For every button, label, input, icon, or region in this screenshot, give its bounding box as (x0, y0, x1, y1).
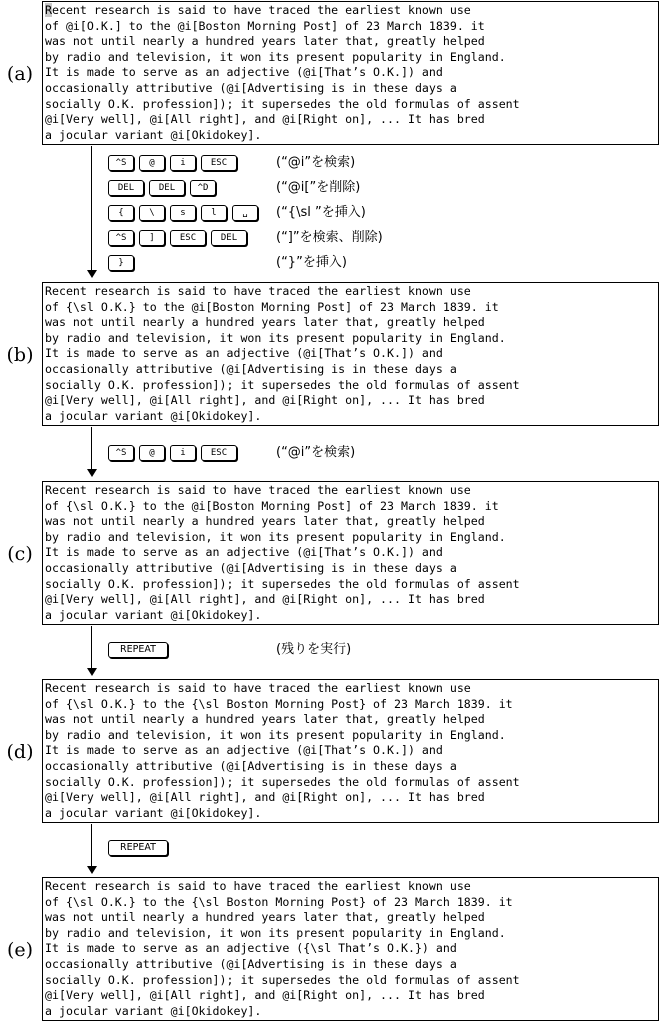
key-right-brace[interactable]: } (108, 255, 134, 271)
key-del[interactable]: DEL (108, 180, 144, 196)
key-sequence-search-at-i (108, 154, 237, 172)
key-ctrl-s[interactable]: ^S (108, 230, 134, 246)
key-del[interactable]: DEL (211, 230, 247, 246)
text-line: a jocular variant @i[Okidokey]. (45, 408, 262, 423)
key-del[interactable]: DEL (149, 180, 185, 196)
key-l[interactable]: l (201, 205, 227, 221)
text-line: socially O.K. profession]); it supersedes the old formulas of assent (45, 972, 520, 987)
key-right-bracket[interactable]: ] (139, 230, 165, 246)
key-sequence-delete (108, 179, 216, 197)
panel-label-d: (d) (6, 741, 34, 763)
text-line: by radio and television, it won its present popularity in England. (45, 49, 506, 64)
text-panel-e (42, 877, 659, 1021)
key-i[interactable]: i (170, 155, 196, 171)
text-line: occasionally attributive (@i[Advertising is in these days a (45, 361, 457, 376)
text-line: socially O.K. profession]); it supersedes the old formulas of assent (45, 576, 520, 591)
key-esc[interactable]: ESC (201, 155, 237, 171)
flow-arrow-head (87, 866, 97, 874)
text-line: was not until nearly a hundred years later that, greatly helped (45, 712, 485, 727)
key-sequence-search-bracket (108, 229, 247, 247)
panel-label-b: (b) (6, 344, 34, 366)
action-label: (“@i”を検索) (276, 445, 356, 460)
key-repeat[interactable]: REPEAT (108, 642, 168, 658)
flow-arrow-line (91, 427, 92, 469)
text-line: by radio and television, it won its present popularity in England. (45, 529, 506, 544)
flow-arrow-line (91, 824, 92, 866)
action-label: (“}”を挿入) (276, 255, 347, 270)
text-line: It is made to serve as an adjective (@i[That’s O.K.]) and (45, 743, 443, 758)
text-line: was not until nearly a hundred years later that, greatly helped (45, 34, 485, 49)
text-line: socially O.K. profession]); it supersedes the old formulas of assent (45, 377, 520, 392)
text-panel-d (42, 679, 659, 823)
text-line: by radio and television, it won its present popularity in England. (45, 330, 506, 345)
key-i[interactable]: i (170, 445, 196, 461)
action-label: (“]”を検索、削除) (276, 230, 383, 245)
panel-label-a: (a) (6, 63, 34, 85)
text-line: socially O.K. profession]); it supersedes the old formulas of assent (45, 96, 520, 111)
text-line (45, 3, 656, 19)
panel-label-c: (c) (7, 543, 33, 565)
text-line: @i[Very well], @i[All right], and @i[Right on], ... It has bred (45, 112, 485, 127)
key-s[interactable]: s (170, 205, 196, 221)
text-line: a jocular variant @i[Okidokey]. (45, 607, 262, 622)
text-line: It is made to serve as an adjective (@i[That’s O.K.]) and (45, 65, 443, 80)
text-line: socially O.K. profession]); it supersedes the old formulas of assent (45, 774, 520, 789)
text-line: was not until nearly a hundred years later that, greatly helped (45, 315, 485, 330)
flow-arrow-head (87, 270, 97, 278)
text-line: of {\sl O.K.} to the @i[Boston Morning Post] of 23 March 1839. it (45, 299, 499, 314)
text-panel-a (42, 1, 659, 145)
action-label: (残りを実行) (276, 642, 352, 657)
text-line: occasionally attributive (@i[Advertising is in these days a (45, 956, 457, 971)
flow-arrow-line (91, 626, 92, 668)
text-line: Recent research is said to have traced the earliest known use (45, 284, 471, 298)
panel-label-e: (e) (6, 939, 34, 961)
key-left-brace[interactable]: { (108, 205, 134, 221)
text-line: occasionally attributive (@i[Advertising is in these days a (45, 80, 457, 95)
text-line: Recent research is said to have traced the earliest known use (45, 879, 471, 893)
text-line: It is made to serve as an adjective (@i[That’s O.K.]) and (45, 346, 443, 361)
action-label: (“@i”を検索) (276, 155, 356, 170)
text-line: @i[Very well], @i[All right], and @i[Right on], ... It has bred (45, 393, 485, 408)
text-line: a jocular variant @i[Okidokey]. (45, 805, 262, 820)
flow-arrow-head (87, 469, 97, 477)
text-line: of {\sl O.K.} to the {\sl Boston Morning Post} of 23 March 1839. it (45, 696, 513, 711)
text-line: @i[Very well], @i[All right], and @i[Right on], ... It has bred (45, 988, 485, 1003)
key-sequence-search-at-i (108, 444, 237, 462)
text-line: occasionally attributive (@i[Advertising is in these days a (45, 560, 457, 575)
key-at[interactable]: @ (139, 155, 165, 171)
key-space[interactable]: ␣ (232, 205, 258, 221)
text-line: was not until nearly a hundred years later that, greatly helped (45, 514, 485, 529)
key-ctrl-s[interactable]: ^S (108, 445, 134, 461)
flow-arrow-head (87, 668, 97, 676)
text-cursor: R (45, 3, 52, 17)
text-line: a jocular variant @i[Okidokey]. (45, 127, 262, 142)
text-line: by radio and television, it won its present popularity in England. (45, 727, 506, 742)
key-sequence-insert-brace (108, 254, 134, 272)
text-panel-c (42, 481, 659, 625)
text-line: It is made to serve as an adjective (@i[That’s O.K.]) and (45, 545, 443, 560)
text-line: Recent research is said to have traced the earliest known use (45, 681, 471, 695)
text-line: of {\sl O.K.} to the {\sl Boston Morning Post} of 23 March 1839. it (45, 894, 513, 909)
text-line: occasionally attributive (@i[Advertising is in these days a (45, 758, 457, 773)
key-ctrl-s[interactable]: ^S (108, 155, 134, 171)
key-backslash[interactable]: \ (139, 205, 165, 221)
key-sequence-repeat (108, 641, 168, 659)
text-panel-b (42, 282, 659, 426)
key-esc[interactable]: ESC (170, 230, 206, 246)
text-line: by radio and television, it won its present popularity in England. (45, 925, 506, 940)
key-sequence-insert-sl (108, 204, 258, 222)
text-line: It is made to serve as an adjective ({\sl That’s O.K.}) and (45, 941, 457, 956)
text-line: @i[Very well], @i[All right], and @i[Right on], ... It has bred (45, 592, 485, 607)
flow-arrow-line (91, 146, 92, 270)
key-sequence-repeat (108, 839, 168, 857)
text-line: of {\sl O.K.} to the @i[Boston Morning Post] of 23 March 1839. it (45, 498, 499, 513)
line-rest: ecent research is said to have traced the earliest known use (51, 3, 471, 17)
text-line: @i[Very well], @i[All right], and @i[Right on], ... It has bred (45, 790, 485, 805)
key-repeat[interactable]: REPEAT (108, 840, 168, 856)
text-line: of @i[O.K.] to the @i[Boston Morning Post] of 23 March 1839. it (45, 18, 485, 33)
text-line: was not until nearly a hundred years later that, greatly helped (45, 910, 485, 925)
text-line: Recent research is said to have traced the earliest known use (45, 483, 471, 497)
action-label: (“{\sl ”を挿入) (276, 205, 366, 220)
action-label: (“@i[”を削除) (276, 180, 361, 195)
key-esc[interactable]: ESC (201, 445, 237, 461)
text-line: a jocular variant @i[Okidokey]. (45, 1003, 262, 1018)
key-at[interactable]: @ (139, 445, 165, 461)
key-ctrl-d[interactable]: ^D (190, 180, 216, 196)
